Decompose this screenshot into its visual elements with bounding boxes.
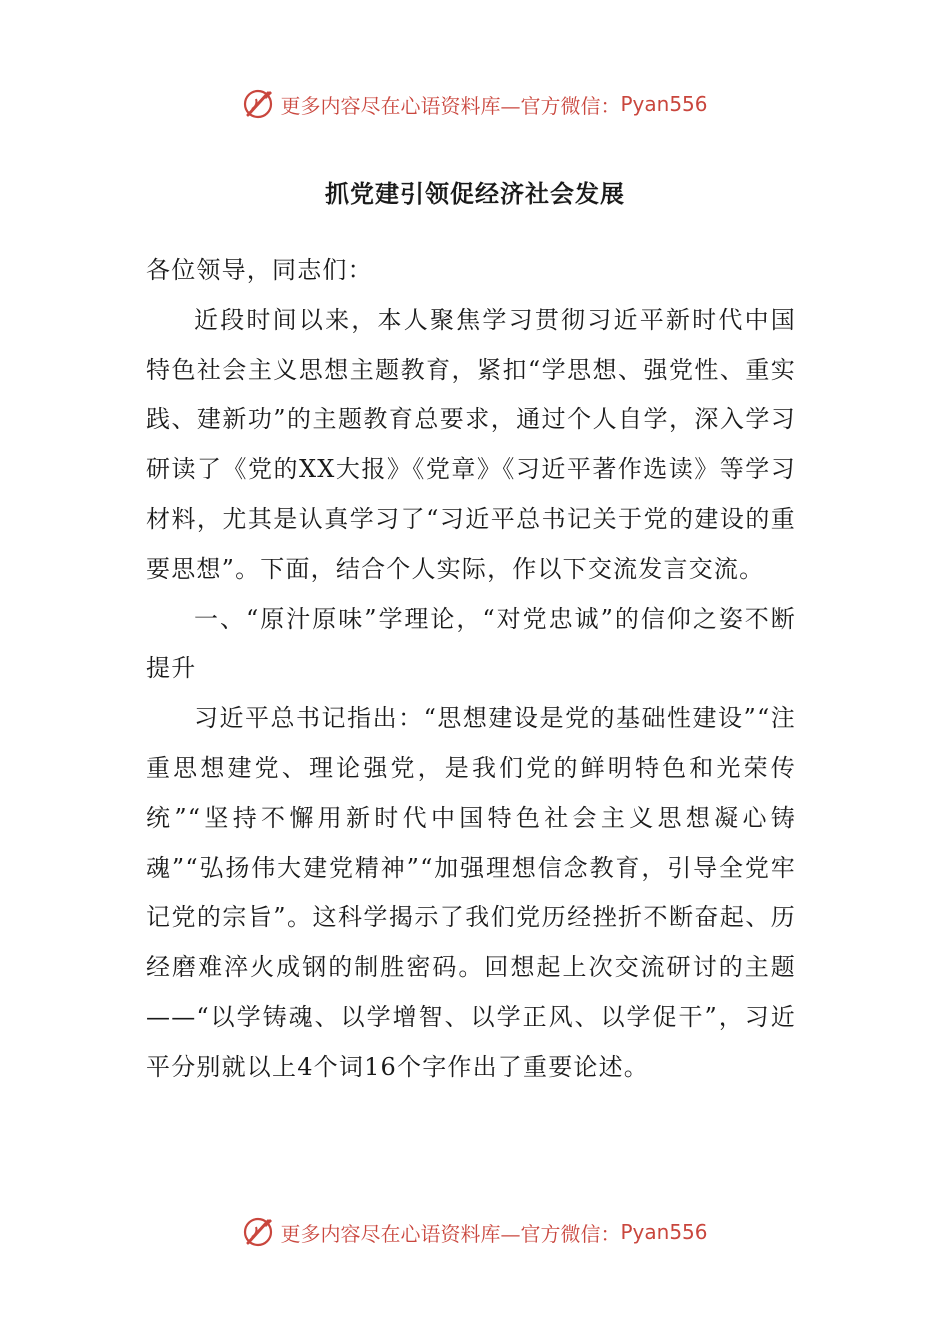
watermark-wechat-id: Pyan556	[620, 1220, 708, 1244]
watermark-wechat-id: Pyan556	[620, 92, 708, 116]
salutation: 各位领导，同志们：	[146, 256, 373, 284]
paragraph-intro: 近段时间以来，本人聚焦学习贯彻习近平新时代中国特色社会主义思想主题教育，紧扣“学思想、强党性、重实践、建新功”的主题教育总要求，通过个人自学，深入学习研读了《党的XX大报》《党章》《习近平著作选读》等学习材料，尤其是认真学习了“习近平总书记关于党的建设的重要思想”。下面，结合个人实际，作以下交流发言交流。	[146, 305, 796, 583]
paragraph-body: 习近平总书记指出：“思想建设是党的基础性建设”“注重思想建党、理论强党，是我们党的鲜明特色和光荣传统”“坚持不懈用新时代中国特色社会主义思想凝心铸魂”“弘扬伟大建党精神”“加强理想信念教育，引导全党牢记党的宗旨”。这科学揭示了我们党历经挫折不断奋起、历经磨难淬火成钢的制胜密码。回想起上次交流研讨的主题——“以学铸魂、以学增智、以学正风、以学促干”，习近平分别就以上4个词16个字作出了重要论述。	[146, 704, 796, 1081]
document-title: 抓党建引领促经济社会发展	[325, 180, 625, 208]
watermark-text: 更多内容尽在心语资料库—官方微信：	[280, 1221, 621, 1246]
watermark-footer	[0, 1212, 950, 1252]
watermark-header	[0, 84, 950, 124]
watermark-text: 更多内容尽在心语资料库—官方微信：	[280, 93, 621, 118]
pen-logo-icon	[242, 87, 276, 121]
section-heading-1: 一、“原汁原味”学理论，“对党忠诚”的信仰之姿不断提升	[146, 604, 796, 683]
pen-logo-icon	[242, 1215, 276, 1249]
document-body	[146, 246, 796, 1093]
